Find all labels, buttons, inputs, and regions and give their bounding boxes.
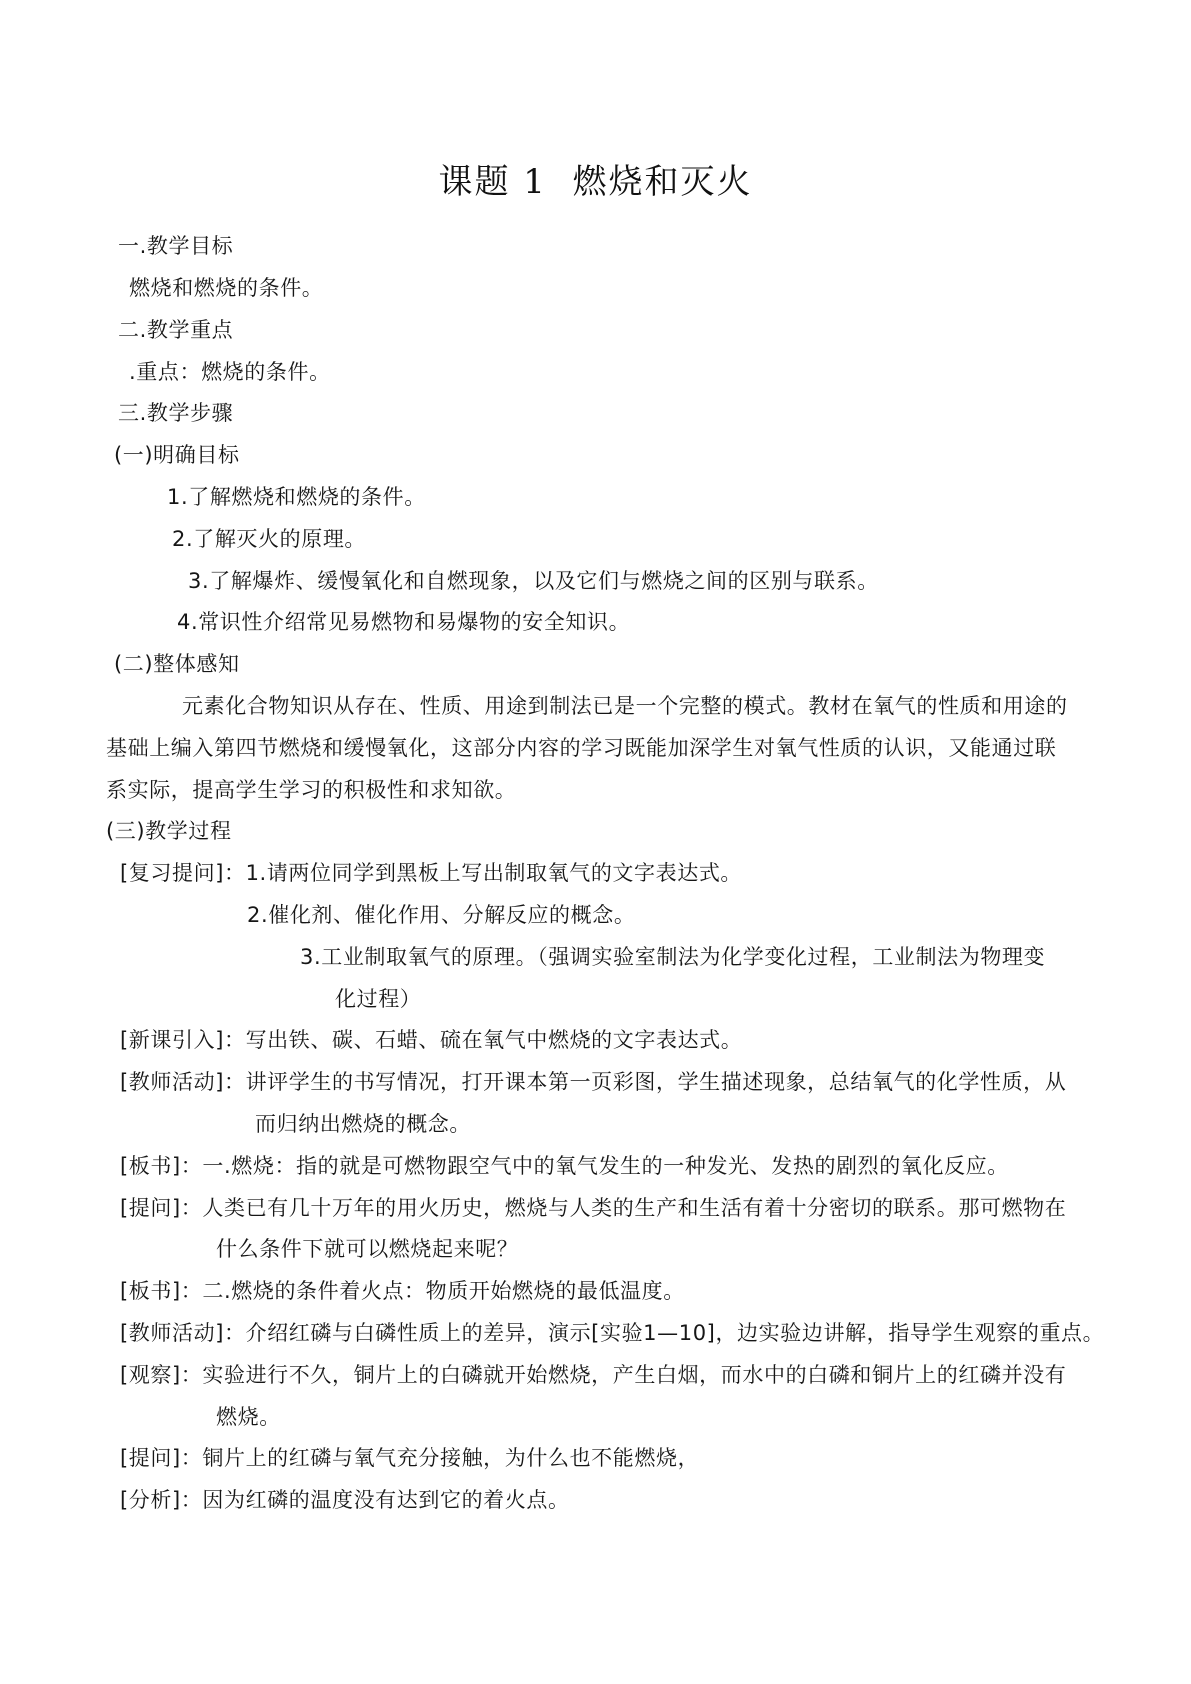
doc-line-board-note-2: [板书]：二.燃烧的条件着火点：物质开始燃烧的最低温度。 bbox=[120, 1279, 685, 1304]
doc-line-review-question: [复习提问]：1.请两位同学到黑板上写出制取氧气的文字表达式。 bbox=[120, 861, 743, 886]
doc-line-section-1: 一.教学目标 bbox=[118, 234, 234, 259]
doc-line-observation: [观察]：实验进行不久，铜片上的白磷就开始燃烧，产生白烟，而水中的白磷和铜片上的红磷并没有 bbox=[120, 1362, 1067, 1387]
doc-line: .重点：燃烧的条件。 bbox=[129, 359, 331, 384]
doc-line-subsection-2: (二)整体感知 bbox=[114, 652, 240, 677]
doc-line-teacher-activity: [教师活动]：介绍红磷与白磷性质上的差异，演示[实验1—10]，边实验边讲解，指导学生观察的重点。 bbox=[120, 1320, 1105, 1345]
doc-line: 3.工业制取氧气的原理。（强调实验室制法为化学变化过程，工业制法为物理变 bbox=[300, 944, 1046, 969]
doc-line-paragraph: 系实际，提高学生学习的积极性和求知欲。 bbox=[106, 777, 517, 802]
doc-line-section-3: 三.教学步骤 bbox=[118, 401, 234, 426]
doc-line-item-4: 4.常识性介绍常见易燃物和易爆物的安全知识。 bbox=[177, 610, 631, 635]
doc-line-item-1: 1.了解燃烧和燃烧的条件。 bbox=[167, 484, 426, 509]
doc-line-question: [提问]：人类已有几十万年的用火历史，燃烧与人类的生产和生活有着十分密切的联系。那可燃物在 bbox=[120, 1195, 1067, 1220]
doc-line-subsection-3: (三)教学过程 bbox=[106, 819, 232, 844]
document-body bbox=[0, 226, 1191, 1522]
doc-line-paragraph: 基础上编入第四节燃烧和缓慢氧化，这部分内容的学习既能加深学生对氧气性质的认识，又能通过联 bbox=[106, 735, 1057, 760]
doc-line-paragraph: 元素化合物知识从存在、性质、用途到制法已是一个完整的模式。教材在氧气的性质和用途的 bbox=[182, 693, 1068, 718]
doc-line-section-2: 二.教学重点 bbox=[118, 317, 234, 342]
doc-line: 什么条件下就可以燃烧起来呢？ bbox=[216, 1237, 519, 1262]
doc-line: 而归纳出燃烧的概念。 bbox=[255, 1111, 471, 1136]
doc-line: 2.催化剂、催化作用、分解反应的概念。 bbox=[247, 902, 636, 927]
doc-line: 燃烧。 bbox=[216, 1404, 281, 1429]
doc-line: 燃烧和燃烧的条件。 bbox=[129, 275, 324, 300]
doc-line-subsection-1: (一)明确目标 bbox=[114, 443, 240, 468]
page-title: 课题 1 燃烧和灭火 bbox=[438, 162, 753, 202]
doc-line-item-3: 3.了解爆炸、缓慢氧化和自燃现象，以及它们与燃烧之间的区别与联系。 bbox=[188, 568, 879, 593]
doc-line-board-note-1: [板书]：一.燃烧：指的就是可燃物跟空气中的氧气发生的一种发光、发热的剧烈的氧化反应。 bbox=[120, 1153, 1009, 1178]
doc-line-question: [提问]：铜片上的红磷与氧气充分接触，为什么也不能燃烧， bbox=[120, 1446, 700, 1471]
doc-line-teacher-activity: [教师活动]：讲评学生的书写情况，打开课本第一页彩图，学生描述现象，总结氧气的化学性质，从 bbox=[120, 1070, 1067, 1095]
doc-line-new-lesson: [新课引入]：写出铁、碳、石蜡、硫在氧气中燃烧的文字表达式。 bbox=[120, 1028, 743, 1053]
doc-line-analysis: [分析]：因为红磷的温度没有达到它的着火点。 bbox=[120, 1488, 570, 1513]
doc-line-item-2: 2.了解灭火的原理。 bbox=[172, 526, 367, 551]
doc-line: 化过程） bbox=[335, 986, 422, 1011]
